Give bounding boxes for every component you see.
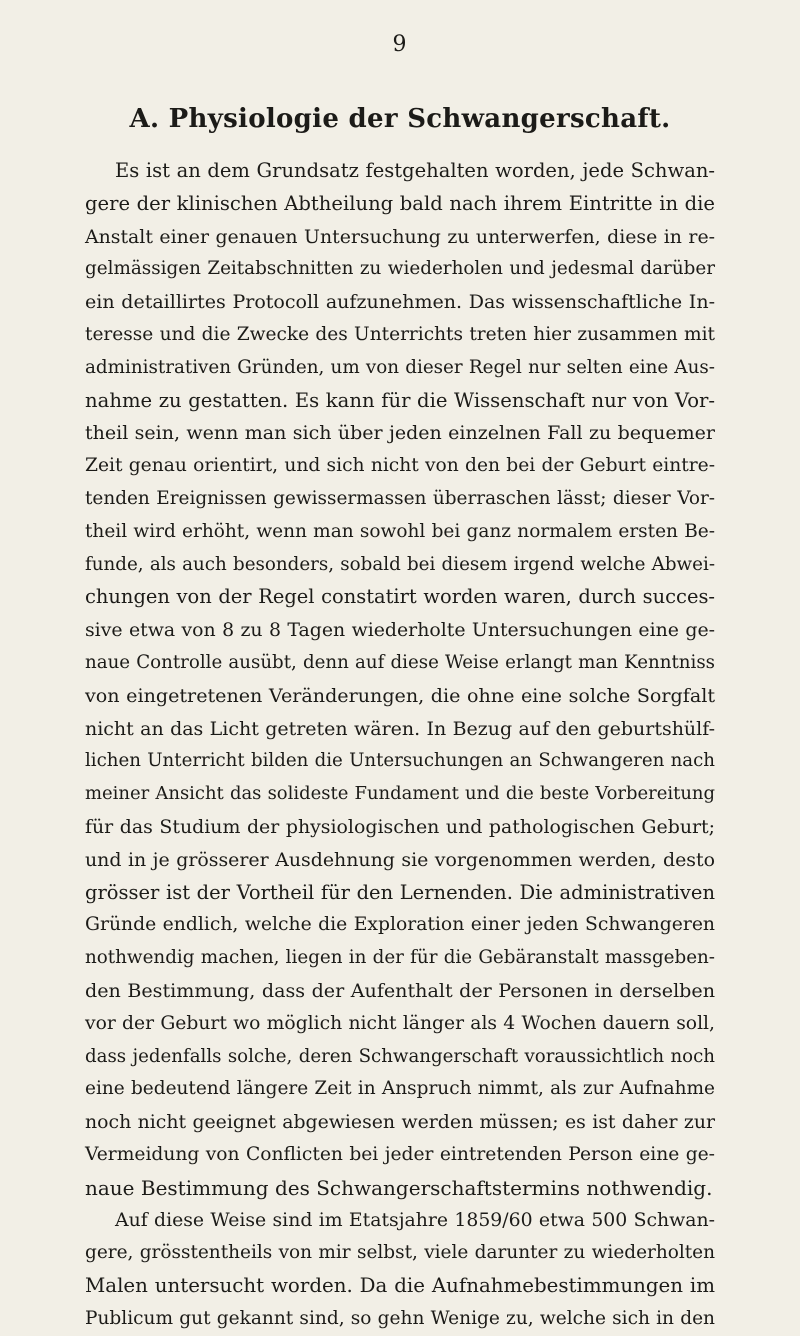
text-line: meiner Ansicht das solideste Fundament und die beste Vorbereitung bbox=[85, 783, 715, 805]
text-line: chungen von der Regel constatirt worden waren, durch succes- bbox=[85, 585, 715, 609]
text-line: sive etwa von 8 zu 8 Tagen wiederholte Untersuchungen eine ge- bbox=[85, 619, 715, 642]
text-line: gere, grösstentheils von mir selbst, viele darunter zu wiederholten bbox=[85, 1242, 715, 1264]
text-line: Gründe endlich, welche die Exploration einer jeden Schwangeren bbox=[85, 914, 715, 936]
text-line: lichen Unterricht bilden die Untersuchungen an Schwangeren nach bbox=[85, 750, 715, 772]
text-line: theil wird erhöht, wenn man sowohl bei ganz normalem ersten Be- bbox=[85, 520, 715, 542]
text-line: Malen untersucht worden. Da die Aufnahmebestimmungen im bbox=[85, 1274, 715, 1298]
text-line: für das Studium der physiologischen und pathologischen Geburt; bbox=[85, 815, 715, 838]
text-line: Publicum gut gekannt sind, so gehn Wenige zu, welche sich in den bbox=[85, 1307, 715, 1329]
text-line: gelmässigen Zeitabschnitten zu wiederholen und jedesmal darüber bbox=[85, 258, 715, 280]
section-heading: A. Physiologie der Schwangerschaft. bbox=[129, 104, 671, 134]
text-line: noch nicht geeignet abgewiesen werden müssen; es ist daher zur bbox=[85, 1111, 715, 1134]
text-line: eine bedeutend längere Zeit in Anspruch nimmt, als zur Aufnahme bbox=[85, 1078, 715, 1100]
text-line: und in je grösserer Ausdehnung sie vorgenommen werden, desto bbox=[85, 848, 715, 871]
text-line: tenden Ereignissen gewissermassen überraschen lässt; dieser Vor- bbox=[85, 487, 715, 509]
text-line: gere der klinischen Abtheilung bald nach ihrem Eintritte in die bbox=[85, 191, 715, 215]
paragraph bbox=[85, 155, 715, 1205]
text-line: nahme zu gestatten. Es kann für die Wissenschaft nur von Vor- bbox=[85, 388, 715, 412]
text-line: naue Bestimmung des Schwangerschaftstermins nothwendig. bbox=[85, 1175, 713, 1200]
text-line: naue Controlle ausübt, denn auf diese Weise erlangt man Kenntniss bbox=[85, 651, 715, 673]
text-line: administrativen Gründen, um von dieser Regel nur selten eine Aus- bbox=[85, 356, 715, 378]
text-line: von eingetretenen Veränderungen, die ohne eine solche Sorgfalt bbox=[85, 683, 715, 707]
body-text bbox=[85, 155, 715, 1336]
text-line: grösser ist der Vortheil für den Lernenden. Die administrativen bbox=[85, 880, 715, 904]
text-line: Es ist an dem Grundsatz festgehalten worden, jede Schwan- bbox=[115, 159, 715, 182]
text-line: Vermeidung von Conflicten bei jeder eintretenden Person eine ge- bbox=[85, 1143, 715, 1165]
text-line: dass jedenfalls solche, deren Schwangerschaft voraussichtlich noch bbox=[85, 1045, 715, 1067]
text-line: Auf diese Weise sind im Etatsjahre 1859/60 etwa 500 Schwan- bbox=[115, 1209, 715, 1231]
text-line: den Bestimmung, dass der Aufenthalt der Personen in derselben bbox=[85, 978, 715, 1002]
text-line: funde, als auch besonders, sobald bei diesem irgend welche Abwei- bbox=[85, 553, 715, 575]
text-line: ein detaillirtes Protocoll aufzunehmen. Das wissenschaftliche In- bbox=[85, 291, 715, 314]
text-line: vor der Geburt wo möglich nicht länger als 4 Wochen dauern soll, bbox=[85, 1012, 715, 1034]
paragraph bbox=[85, 1205, 715, 1336]
page-number: 9 bbox=[392, 32, 408, 57]
text-line: theil sein, wenn man sich über jeden einzelnen Fall zu bequemer bbox=[85, 422, 715, 445]
text-line: teresse und die Zwecke des Unterrichts treten hier zusammen mit bbox=[85, 323, 715, 345]
text-line: Anstalt einer genauen Untersuchung zu unterwerfen, diese in re- bbox=[85, 225, 715, 248]
text-line: nothwendig machen, liegen in der für die Gebäranstalt massgeben- bbox=[85, 947, 715, 969]
text-line: Zeit genau orientirt, und sich nicht von den bei der Geburt eintre- bbox=[85, 455, 715, 477]
text-line: nicht an das Licht getreten wären. In Bezug auf den geburtshülf- bbox=[85, 717, 715, 740]
